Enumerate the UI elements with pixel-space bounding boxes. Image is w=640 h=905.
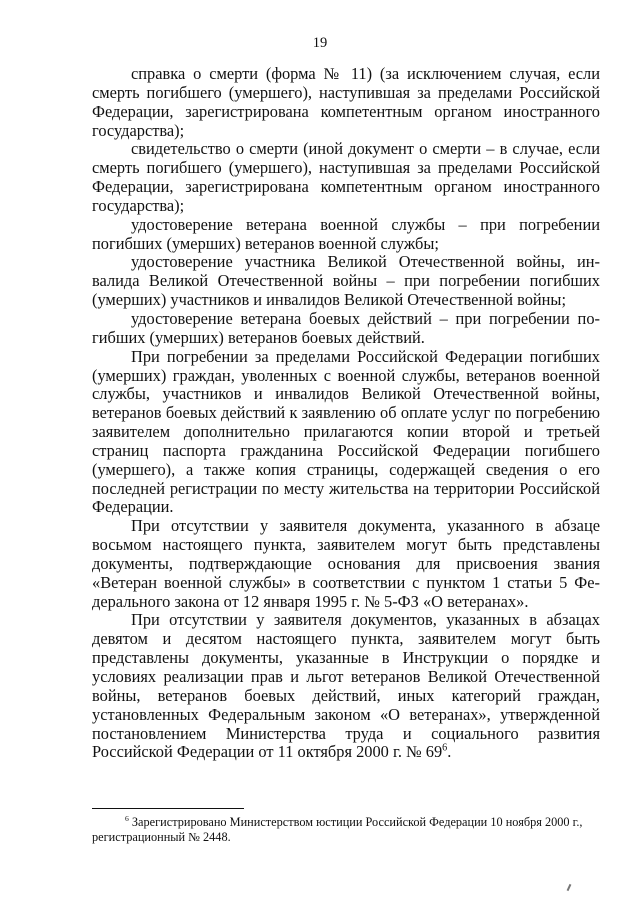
- footnote-text: Зарегистрировано Министерством юстиции Российской Федерации 10 ноября 2000 г., регистрационный № 2448.: [92, 815, 583, 844]
- footnote-marker: 6: [125, 813, 129, 823]
- paragraph-death-certificate-form-11: справка о смерти (форма № 11) (за исключением случая, если смерть погибшего (умершего), наступившая за пределами Российской Федерации, зарегистрирована компетентным органом иностранного государства);: [92, 64, 600, 140]
- scan-speck: [567, 884, 572, 891]
- paragraph-combat-veteran-id: удостоверение ветерана боевых действий – при погребении погибших (умерших) ветеранов боевых действий.: [92, 308, 600, 347]
- paragraph-military-veteran-id: удостоверение ветерана военной службы – при погребении погибших (умерших) ветеранов военной службы;: [92, 214, 600, 253]
- paragraph-absence-document: При отсутствии у заявителя документа, указанного в абзаце восьмом настоящего пункта, заявителем могут быть представлены документы, подтверждающие основания для присвоения звания «Ветеран военной службы» в соответствии с пунктом 1 статьи 5 Федерального закона от 12 января 1995 г. № 5-ФЗ «О ветеранах».: [92, 516, 600, 611]
- page-number: 19: [312, 35, 328, 51]
- footnote: [92, 815, 602, 845]
- paragraph-absence-documents: При отсутствии у заявителя документов, указанных в абзацах девятом и десятом настоящего пункта, заявителем могут быть представлены документы, указанные в Инструкции о порядке и условиях реализации прав и льгот ветеранов Великой Отечественной войны, ветеранов боевых действий, иных категорий граждан, установленных Федеральным законом «О ветеранах», утвержденной постановлением Министерства труда и социального развития Российской Федерации от 11 октября 2000 г. № $69^6$.: [92, 610, 600, 762]
- footnote-separator: [92, 808, 244, 809]
- paragraph-absence-documents-text: При отсутствии у заявителя документов, указанных в абзацах девятом и десятом настоящего пункта, заявителем могут быть представлены документы, указанные в Инструкции о порядке и условиях реализации прав и льгот ветеранов Великой Отечественной войны, ветеранов боевых действий, иных категорий граждан, установленных Федеральным законом «О ветеранах», утвержденной постановлением Министерства труда и социального развития Российской Федерации от 11 октября 2000 г. № 69: [92, 610, 600, 762]
- paragraph-burial-abroad: При погребении за пределами Российской Федерации погибших (умерших) граждан, уволенных с военной службы, ветеранов военной службы, участников и инвалидов Великой Отечественной войны, ветеранов боевых действий к заявлению об оплате услуг по погребению заявителем дополнительно прилагаются копии второй и третьей страниц паспорта гражданина Российской Федерации погибшего (умершего), а также копия страницы, содержащей сведения о его последней регистрации по месту жительства на территории Российской Федерации.: [92, 346, 600, 517]
- paragraph-ww2-participant-id: удостоверение участника Великой Отечественной войны, инвалида Великой Отечественной войны – при погребении погибших (умерших) участников и инвалидов Великой Отечественной войны;: [92, 252, 600, 310]
- paragraph-death-certificate: свидетельство о смерти (иной документ о смерти – в случае, если смерть погибшего (умершего), наступившая за пределами Российской Федерации, зарегистрирована компетентным органом иностранного государства);: [92, 139, 600, 215]
- footnote-reference: 6: [442, 742, 448, 754]
- main-text: [92, 65, 600, 762]
